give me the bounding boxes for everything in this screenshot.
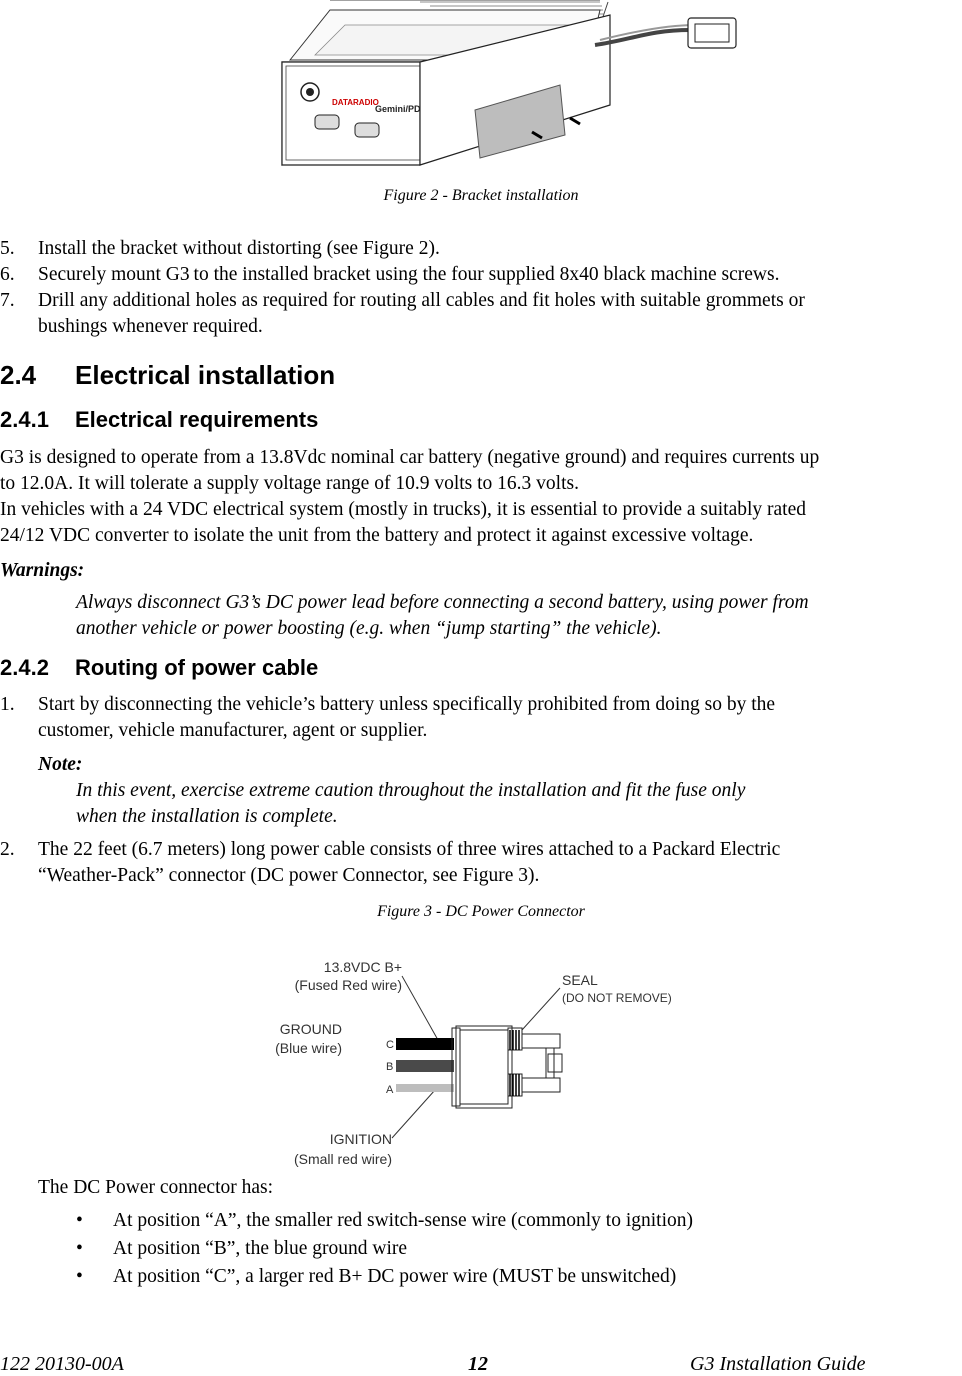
note-line2: when the installation is complete. <box>76 806 338 827</box>
pin-c-label: C <box>386 1039 394 1051</box>
step-text-continued: bushings whenever required. <box>38 316 263 337</box>
list-item <box>0 288 962 340</box>
leader-b-plus <box>402 976 438 1040</box>
label-seal: SEAL <box>562 972 598 988</box>
electrical-req-para2-line1: In vehicles with a 24 VDC electrical system (mostly in trucks), it is essential to provide a suitably rated <box>0 499 807 520</box>
step-number: 6. <box>0 264 15 285</box>
section-2-4-1-number: 2.4.1 <box>0 407 49 432</box>
note-line1: In this event, exercise extreme caution throughout the installation and fit the fuse only <box>76 780 746 801</box>
electrical-req-para1-line1: G3 is designed to operate from a 13.8Vdc nominal car battery (negative ground) and requires currents up <box>0 447 820 468</box>
wire-b-blue-ground <box>396 1060 454 1072</box>
connector-intro: The DC Power connector has: <box>38 1177 274 1198</box>
footer-doc-title: G3 Installation Guide <box>690 1353 866 1375</box>
routing-step1-line1: Start by disconnecting the vehicle’s battery unless specifically prohibited from doing so by the <box>38 694 776 715</box>
routing-step2-line2: “Weather-Pack” connector (DC power Connector, see Figure 3). <box>38 865 540 886</box>
pin-a-label: A <box>386 1084 394 1096</box>
step-text: Drill any additional holes as required for routing all cables and fit holes with suitable grommets or <box>38 290 805 311</box>
list-item <box>0 1236 962 1264</box>
section-2-4-number: 2.4 <box>0 360 37 390</box>
electrical-req-para2-line2: 24/12 VDC converter to isolate the unit from the battery and protect it against excessive voltage. <box>0 525 754 546</box>
label-b-plus-wire: (Fused Red wire) <box>294 977 402 993</box>
list-item <box>0 262 962 288</box>
figure-3-caption: Figure 3 - DC Power Connector <box>377 903 585 920</box>
electrical-req-para1-line2: to 12.0A. It will tolerate a supply voltage range of 10.9 volts to 16.3 volts. <box>0 473 579 494</box>
label-b-plus: 13.8VDC B+ <box>323 959 402 975</box>
weather-pack-connector <box>452 1026 562 1108</box>
routing-step1-line2: customer, vehicle manufacturer, agent or supplier. <box>38 720 428 741</box>
footer-page-number: 12 <box>468 1353 488 1375</box>
bullet-icon: • <box>76 1266 83 1287</box>
connector-bullets-list <box>0 1208 962 1292</box>
leader-ignition <box>392 1090 435 1138</box>
step-number: 2. <box>0 839 15 860</box>
seal-ridges <box>510 1030 519 1096</box>
note-label: Note: <box>38 754 83 775</box>
footer-doc-number: 122 20130-00A <box>0 1353 124 1375</box>
step-text: Install the bracket without distorting (see Figure 2). <box>38 238 440 259</box>
bullet-text: At position “B”, the blue ground wire <box>113 1238 408 1259</box>
section-2-4-title: Electrical installation <box>75 360 336 390</box>
section-2-4-2-number: 2.4.2 <box>0 655 49 680</box>
warning-line2: another vehicle or power boosting (e.g. when “jump starting” the vehicle). <box>76 618 662 639</box>
bullet-icon: • <box>76 1210 83 1231</box>
label-ground: GROUND <box>279 1021 342 1037</box>
routing-step2-line1: The 22 feet (6.7 meters) long power cable consists of three wires attached to a Packard Electric <box>38 839 781 860</box>
bullet-text: At position “C”, a larger red B+ DC power wire (MUST be unswitched) <box>113 1266 677 1287</box>
step-text: Securely mount G3 to the installed bracket using the four supplied 8x40 black machine screws. <box>38 264 780 285</box>
bullet-icon: • <box>76 1238 83 1259</box>
pin-b-label: B <box>386 1061 394 1073</box>
warnings-label: Warnings: <box>0 560 85 581</box>
step-number: 1. <box>0 694 15 715</box>
step-number: 7. <box>0 290 15 311</box>
label-ignition-wire: (Small red wire) <box>293 1151 392 1167</box>
label-ground-wire: (Blue wire) <box>275 1040 342 1056</box>
label-ignition: IGNITION <box>329 1131 392 1147</box>
bullet-text: At position “A”, the smaller red switch-sense wire (commonly to ignition) <box>113 1210 694 1231</box>
install-steps-list <box>0 236 962 340</box>
wire-a-ignition <box>396 1084 454 1092</box>
warning-line1: Always disconnect G3’s DC power lead before connecting a second battery, using power from <box>76 592 809 613</box>
section-2-4-2-title: Routing of power cable <box>75 655 319 680</box>
device-brand-label: DATARADIO <box>332 98 379 107</box>
wire-c-red-bplus <box>396 1038 454 1050</box>
device-model-label: Gemini/PD <box>375 104 421 114</box>
list-item <box>0 236 962 262</box>
list-item <box>0 1264 962 1292</box>
figure-2-bracket-illustration <box>270 0 790 172</box>
step-number: 5. <box>0 238 15 259</box>
figure-2-caption: Figure 2 - Bracket installation <box>383 187 579 204</box>
list-item <box>0 1208 962 1236</box>
label-seal-note: (DO NOT REMOVE) <box>562 991 672 1005</box>
section-2-4-1-title: Electrical requirements <box>75 407 319 432</box>
leader-seal <box>522 988 560 1030</box>
figure-3-dc-connector-diagram <box>260 950 720 1175</box>
